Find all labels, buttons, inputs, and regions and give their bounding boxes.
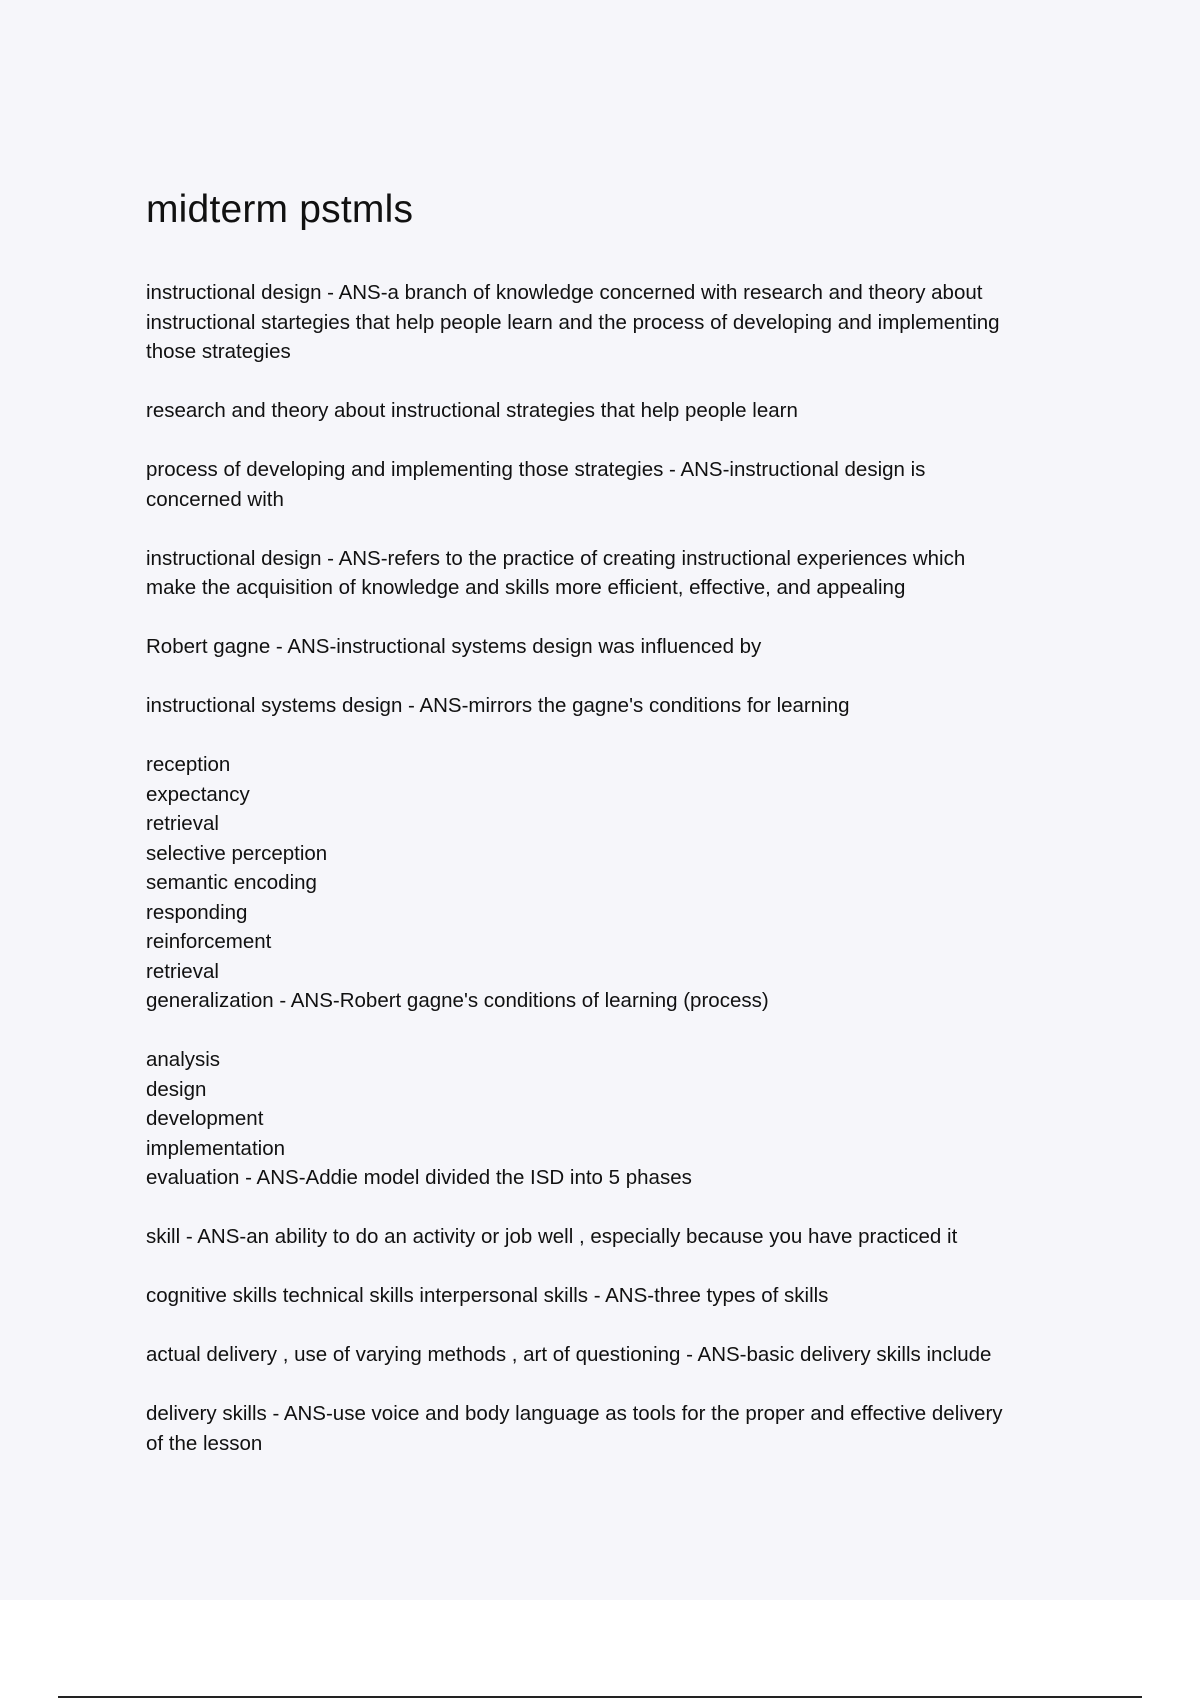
flashcard-entry: actual delivery , use of varying methods , art of questioning - ANS-basic delivery skills include [146,1343,992,1366]
flashcard-entry: cognitive skills technical skills interpersonal skills - ANS-three types of skills [146,1284,829,1307]
flashcard-entry: analysis design development implementation evaluation - ANS-Addie model divided the ISD into 5 phases [146,1048,692,1189]
flashcard-entry: delivery skills - ANS-use voice and body language as tools for the proper and effective delivery of the lesson [146,1402,1003,1455]
document-content [146,186,1086,1488]
flashcard-entry: skill - ANS-an ability to do an activity or job well , especially because you have practiced it [146,1225,958,1248]
footer-divider [58,1696,1142,1698]
flashcard-entry: reception expectancy retrieval selective perception semantic encoding responding reinforcement retrieval generalization - ANS-Robert gagne's conditions of learning (process) [146,753,769,1012]
flashcard-entry: process of developing and implementing those strategies - ANS-instructional design is concerned with [146,458,926,511]
document-title: midterm pstmls [146,188,414,231]
flashcard-entry: instructional systems design - ANS-mirrors the gagne's conditions for learning [146,694,850,717]
flashcard-entry: research and theory about instructional strategies that help people learn [146,399,798,422]
flashcard-entry: Robert gagne - ANS-instructional systems design was influenced by [146,635,762,658]
flashcard-entry: instructional design - ANS-a branch of knowledge concerned with research and theory about instructional startegies that help people learn and the process of developing and implementing those strategies [146,281,1000,363]
flashcard-list [146,278,1086,1458]
flashcard-entry: instructional design - ANS-refers to the practice of creating instructional experiences which make the acquisition of knowledge and skills more efficient, effective, and appealing [146,546,966,599]
